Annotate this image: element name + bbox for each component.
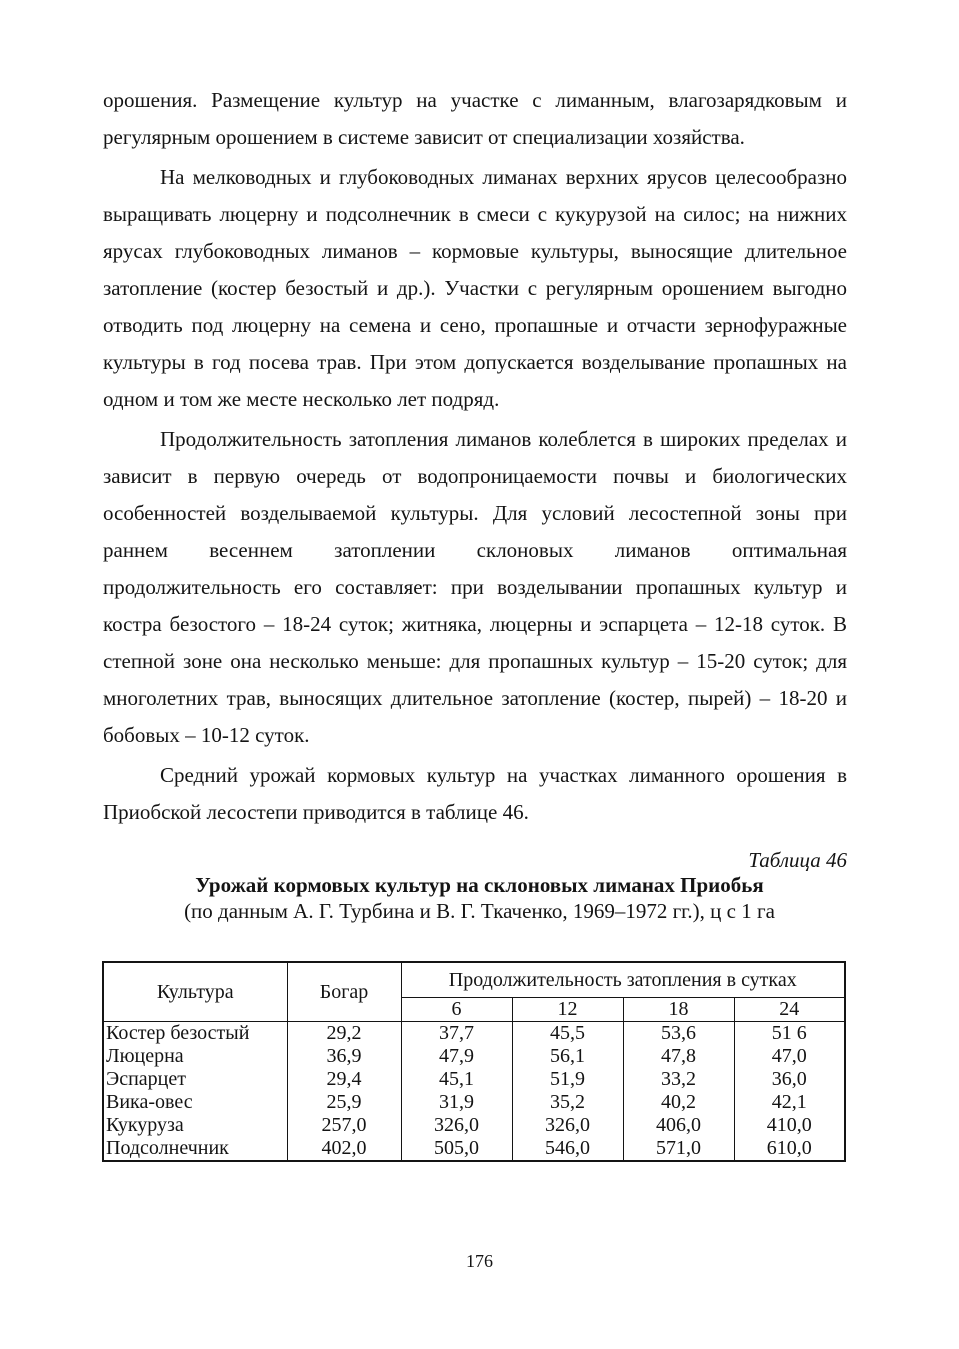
cell-6: 37,7: [401, 1022, 512, 1046]
paragraph-4: Средний урожай кормовых культур на участках лиманного орошения в Приобской лесостепи приводится в таблице 46.: [103, 763, 847, 824]
cell-12: 45,5: [512, 1022, 623, 1046]
header-duration-12: 12: [512, 998, 623, 1022]
row-crop: Костер безостый: [103, 1022, 287, 1046]
cell-12: 546,0: [512, 1137, 623, 1161]
row-crop: Кукуруза: [103, 1114, 287, 1137]
cell-18: 40,2: [623, 1091, 734, 1114]
row-crop: Люцерна: [103, 1045, 287, 1068]
cell-24: 47,0: [734, 1045, 845, 1068]
cell-bogar: 29,2: [287, 1022, 401, 1046]
paragraph-1: орошения. Размещение культур на участке с лиманным, влагозарядковым и регулярным орошением в системе зависит от специализации хозяйства.: [103, 88, 847, 149]
row-crop: Подсолнечник: [103, 1137, 287, 1161]
paragraph-2: На мелководных и глубоководных лиманах верхних ярусов целесообразно выращивать люцерну и подсолнечник в смеси с кукурузой на силос; на нижних ярусах глубоководных лиманов – кормовые культуры, выносящие длительное затопление (костер безостый и др.). Участки с регулярным орошением выгодно отводить под люцерну на семена и сено, пропашные и отчасти зернофуражные культуры в год посева трав. При этом допускается возделывание пропашных на одном и том же месте несколько лет подряд.: [103, 165, 847, 411]
header-duration-group: Продолжительность затопления в сутках: [401, 962, 845, 998]
cell-24: 610,0: [734, 1137, 845, 1161]
cell-24: 410,0: [734, 1114, 845, 1137]
cell-bogar: 29,4: [287, 1068, 401, 1091]
header-bogar: Богар: [287, 962, 401, 1022]
table-row: [103, 1045, 845, 1068]
cell-12: 326,0: [512, 1114, 623, 1137]
row-crop: Эспарцет: [103, 1068, 287, 1091]
table-row: [103, 1114, 845, 1137]
row-crop: Вика-овес: [103, 1091, 287, 1114]
table-subtitle: (по данным А. Г. Турбина и В. Г. Ткаченко, 1969–1972 гг.), ц с 1 га: [184, 899, 775, 923]
cell-18: 47,8: [623, 1045, 734, 1068]
paragraph-3: Продолжительность затопления лиманов колеблется в широких пределах и зависит в первую очередь от водопроницаемости почвы и биологических особенностей возделываемой культуры. Для условий лесостепной зоны при раннем весеннем затоплении склоновых лиманов оптимальная продолжительность его составляет: при возделывании пропашных культур и костра безостого – 18-24 суток; житняка, люцерны и эспарцета – 12-18 суток. В степной зоне она несколько меньше: для пропашных культур – 15-20 суток; для многолетних трав, выносящих длительное затопление (костер, пырей) – 18-20 и бобовых – 10-12 суток.: [103, 427, 847, 747]
cell-12: 56,1: [512, 1045, 623, 1068]
table-row: [103, 1091, 845, 1114]
cell-bogar: 257,0: [287, 1114, 401, 1137]
cell-6: 45,1: [401, 1068, 512, 1091]
cell-6: 505,0: [401, 1137, 512, 1161]
cell-6: 326,0: [401, 1114, 512, 1137]
table-row: [103, 1068, 845, 1091]
cell-6: 47,9: [401, 1045, 512, 1068]
cell-18: 33,2: [623, 1068, 734, 1091]
header-duration-24: 24: [734, 998, 845, 1022]
header-duration-6: 6: [401, 998, 512, 1022]
cell-18: 571,0: [623, 1137, 734, 1161]
cell-24: 42,1: [734, 1091, 845, 1114]
table-title: Урожай кормовых культур на склоновых лиманах Приобья: [195, 873, 764, 897]
cell-24: 51 6: [734, 1022, 845, 1046]
cell-bogar: 25,9: [287, 1091, 401, 1114]
cell-18: 406,0: [623, 1114, 734, 1137]
table-row: [103, 1022, 845, 1046]
header-duration-18: 18: [623, 998, 734, 1022]
cell-18: 53,6: [623, 1022, 734, 1046]
page-number: 176: [466, 1251, 493, 1271]
cell-12: 51,9: [512, 1068, 623, 1091]
cell-bogar: 402,0: [287, 1137, 401, 1161]
cell-24: 36,0: [734, 1068, 845, 1091]
cell-6: 31,9: [401, 1091, 512, 1114]
cell-12: 35,2: [512, 1091, 623, 1114]
cell-bogar: 36,9: [287, 1045, 401, 1068]
header-crop: Культура: [103, 962, 287, 1022]
table-row: [103, 1137, 845, 1161]
yield-table: [102, 961, 846, 1162]
body-text: [103, 82, 847, 831]
table-label: Таблица 46: [748, 848, 847, 872]
